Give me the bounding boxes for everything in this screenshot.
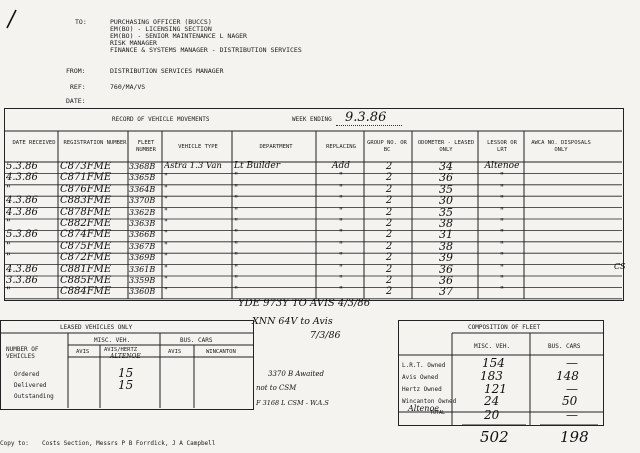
cell-dept: " [234, 275, 239, 285]
cell-odo: 36 [439, 263, 453, 275]
cell-lessor: " [499, 229, 505, 240]
recipient-line: EM(BO) - SENIOR MAINTENANCE L NAGER [110, 32, 247, 40]
cell-lessor: " [499, 195, 505, 206]
cell-date: 5.3.86 [6, 229, 38, 241]
recipient-line: EM(BO) - LICENSING SECTION [110, 25, 212, 33]
cell-reg: C881FME [60, 263, 112, 275]
cell-reg: C882FME [60, 218, 112, 229]
composition-row-label: Hertz Owned [402, 386, 442, 393]
composition-bus-value: 148 [556, 369, 579, 383]
cell-dept: " [234, 172, 239, 183]
cell-lessor: " [499, 172, 505, 183]
week-ending-label: WEEK ENDING [292, 116, 332, 123]
cell-repl: " [338, 218, 344, 228]
cell-dept: Lt Builder [234, 161, 281, 171]
cell-fleet: 3361B [129, 264, 156, 274]
cell-odo: 35 [439, 206, 453, 218]
cell-dept: " [234, 206, 239, 217]
cell-type: Astra 1.3 Van [164, 161, 222, 171]
side-mark: CS [614, 262, 626, 271]
cell-fleet: 3359B [129, 276, 156, 285]
composition-row-label: Altenoe [408, 404, 439, 413]
number-of-vehicles-label: NUMBER OF VEHICLES [6, 346, 39, 360]
cell-dept: " [234, 218, 239, 228]
cell-fleet: 3360B [129, 287, 156, 297]
cell-group: 2 [385, 195, 393, 207]
cell-date: " [6, 240, 11, 252]
cell-fleet: 3367B [129, 241, 156, 251]
ref-label: REF: [70, 83, 86, 91]
cell-repl: " [338, 195, 344, 206]
composition-misc-value: 24 [484, 394, 500, 408]
composition-misc-value: 121 [484, 382, 507, 396]
cell-group: 2 [385, 263, 393, 275]
cell-date: 5.3.86 [6, 161, 38, 172]
sub-hertz: AVIS/HERTZ [104, 347, 138, 353]
copy-to-value: Costs Section, Messrs P B Forrdick, J A Campbell [42, 440, 216, 447]
recipient-line: PURCHASING OFFICER (BUCCS) [110, 18, 212, 26]
to-label: TO: [75, 18, 87, 26]
cell-odo: 39 [439, 252, 453, 264]
cell-repl: " [338, 275, 344, 285]
cell-fleet: 3370B [129, 196, 156, 206]
cell-repl: " [338, 172, 344, 183]
cell-odo: 37 [439, 286, 453, 298]
cell-lessor: " [499, 286, 505, 297]
col-header: REGISTRATION NUMBER [63, 140, 127, 146]
week-ending-value: 9.3.86 [345, 110, 387, 125]
composition-bus-value: 50 [562, 394, 578, 408]
cell-lessor: " [499, 206, 505, 217]
cell-date: 4.3.86 [6, 195, 38, 207]
cell-reg: C871FME [60, 172, 112, 184]
cell-repl: " [338, 240, 344, 251]
cell-lessor: " [499, 240, 505, 251]
note-line: F 3168 L CSM - W.A.S [256, 399, 329, 407]
date-label: DATE: [66, 97, 86, 105]
recipient-line: FINANCE & SYSTEMS MANAGER - DISTRIBUTION SERVICES [110, 46, 302, 54]
leased-row-label: Ordered [14, 371, 40, 378]
composition-misc-value: 20 [484, 408, 500, 422]
composition-row-label: L.R.T. Owned [402, 362, 446, 369]
cell-group: 2 [385, 172, 393, 184]
cell-odo: 31 [439, 229, 453, 241]
cell-reg: C878FME [60, 206, 112, 218]
cell-odo: 34 [439, 161, 453, 173]
composition-total-bus: 198 [560, 428, 589, 446]
leased-title: LEASED VEHICLES ONLY [60, 324, 133, 331]
cell-fleet: 3365B [129, 173, 156, 183]
cell-repl: " [338, 206, 344, 217]
cell-group: 2 [385, 161, 393, 172]
cell-reg: C876FME [60, 183, 112, 195]
col-header: AWCA NO. DISPOSALS ONLY [531, 140, 591, 153]
composition-title: COMPOSITION OF FLEET [468, 324, 541, 331]
cell-reg: C874FME [60, 229, 112, 241]
cell-date: " [6, 183, 11, 195]
cell-group: 2 [385, 240, 393, 252]
cell-repl: " [338, 263, 344, 274]
composition-bus-value: — [566, 356, 578, 370]
cell-lessor: Altenoe [484, 161, 520, 171]
cell-reg: C885FME [60, 275, 112, 286]
cell-fleet: 3364B [129, 184, 156, 194]
bus-cars-header: BUS. CARS [180, 337, 213, 344]
cell-odo: 35 [439, 183, 453, 196]
cell-date: " [6, 218, 11, 229]
annotation-line: XNN 64V to Avis [252, 316, 333, 327]
annotation-line: 7/3/86 [310, 330, 341, 341]
cell-date: 4.3.86 [6, 172, 38, 184]
cell-fleet: 3366B [129, 230, 156, 240]
cell-odo: 38 [439, 240, 453, 253]
cell-date: " [6, 252, 11, 264]
cell-date: 4.3.86 [6, 263, 38, 275]
sub-avis: AVIS [76, 349, 90, 355]
cell-date: " [6, 286, 11, 298]
cell-fleet: 3363B [129, 219, 156, 228]
cell-odo: 36 [439, 172, 453, 184]
cell-type: " [164, 195, 168, 206]
cell-group: 2 [385, 229, 393, 241]
cell-lessor: " [499, 263, 505, 274]
cell-group: 2 [385, 286, 393, 298]
leased-ordered-value: 15 [118, 366, 134, 380]
cell-repl: " [338, 183, 344, 194]
cell-lessor: " [499, 218, 505, 228]
composition-row-label: Wincanton Owned [402, 398, 457, 405]
cell-repl: " [338, 229, 344, 240]
cell-dept: " [234, 286, 239, 297]
composition-misc-value: 154 [482, 356, 505, 370]
leased-delivered-value: 15 [118, 378, 134, 392]
cell-type: " [164, 263, 168, 274]
cell-type: " [164, 183, 168, 194]
cell-lessor: " [499, 252, 505, 263]
cell-dept: " [234, 183, 239, 194]
composition-bus-value: — [566, 382, 578, 396]
composition-total-label: TOTAL [430, 410, 446, 416]
composition-row-label: Avis Owned [402, 374, 439, 381]
cell-group: 2 [385, 218, 393, 229]
cell-reg: C883FME [60, 195, 112, 207]
cell-reg: C873FME [60, 161, 112, 172]
cell-reg: C875FME [60, 240, 112, 252]
cell-dept: " [234, 252, 239, 263]
cell-type: " [164, 172, 168, 183]
cell-odo: 38 [439, 218, 453, 230]
sub-hertz-note: ALTENOE [110, 353, 141, 360]
from-value: DISTRIBUTION SERVICES MANAGER [110, 67, 224, 75]
note-line: 3370 B Awaited [268, 370, 324, 378]
cell-group: 2 [385, 183, 393, 195]
col-header: REPLACING [326, 144, 356, 150]
cell-date: 4.3.86 [6, 206, 38, 218]
leased-row-label: Delivered [14, 382, 47, 389]
cell-type: " [164, 275, 168, 285]
cell-lessor: " [499, 183, 505, 194]
annotation-line: YDE 973Y TO AVIS 4/3/86 [238, 298, 371, 309]
cell-group: 2 [385, 206, 393, 218]
misc-veh-header: MISC. VEH. [94, 337, 131, 344]
cell-lessor: " [499, 275, 505, 285]
cell-type: " [164, 218, 168, 228]
copy-to-label: Copy to: [0, 440, 29, 447]
cell-odo: 36 [439, 275, 453, 287]
cell-dept: " [234, 195, 239, 206]
col-header: LESSOR OR LRT [487, 140, 517, 153]
cell-type: " [164, 252, 168, 263]
sub-wincanton: WINCANTON [206, 349, 236, 355]
cell-odo: 30 [439, 195, 453, 207]
cell-dept: " [234, 229, 239, 240]
cell-group: 2 [385, 275, 393, 286]
cell-fleet: 3362B [129, 207, 156, 217]
cell-repl: " [338, 252, 344, 263]
cell-reg: C884FME [60, 286, 112, 298]
sub-avis-bus: AVIS [168, 349, 182, 355]
cell-repl: " [338, 286, 344, 297]
cell-dept: " [234, 240, 239, 251]
cell-type: " [164, 229, 168, 240]
note-line: not to CSM [256, 384, 297, 392]
col-header: FLEET NUMBER [136, 140, 156, 153]
composition-bus-value: — [566, 408, 578, 422]
col-header: GROUP NO. OR BC [367, 140, 407, 153]
ref-value: 760/MA/VS [110, 83, 146, 91]
cell-type: " [164, 240, 168, 251]
cell-fleet: 3369B [129, 253, 156, 263]
composition-total-misc: 502 [480, 428, 509, 446]
cell-dept: " [234, 263, 239, 274]
cell-type: " [164, 286, 168, 297]
recipient-line: RISK MANAGER [110, 39, 157, 47]
leased-row-label: Outstanding [14, 393, 54, 400]
col-header: ODOMETER - LEASED ONLY [417, 140, 475, 153]
cell-group: 2 [385, 252, 393, 264]
cell-reg: C872FME [60, 252, 112, 264]
col-header: DATE RECEIVED [12, 140, 56, 146]
cell-fleet: 3368B [129, 162, 156, 171]
from-label: FROM: [66, 67, 86, 75]
cell-date: 3.3.86 [6, 275, 38, 286]
col-header: DEPARTMENT [259, 144, 293, 150]
record-title: RECORD OF VEHICLE MOVEMENTS [112, 116, 210, 123]
composition-bus-header: BUS. CARS [548, 343, 581, 350]
cell-repl: Add [331, 161, 351, 171]
composition-misc-header: MISC. VEH. [474, 343, 511, 350]
col-header: VEHICLE TYPE [178, 144, 218, 150]
composition-misc-value: 183 [480, 369, 503, 383]
cell-type: " [164, 206, 168, 217]
